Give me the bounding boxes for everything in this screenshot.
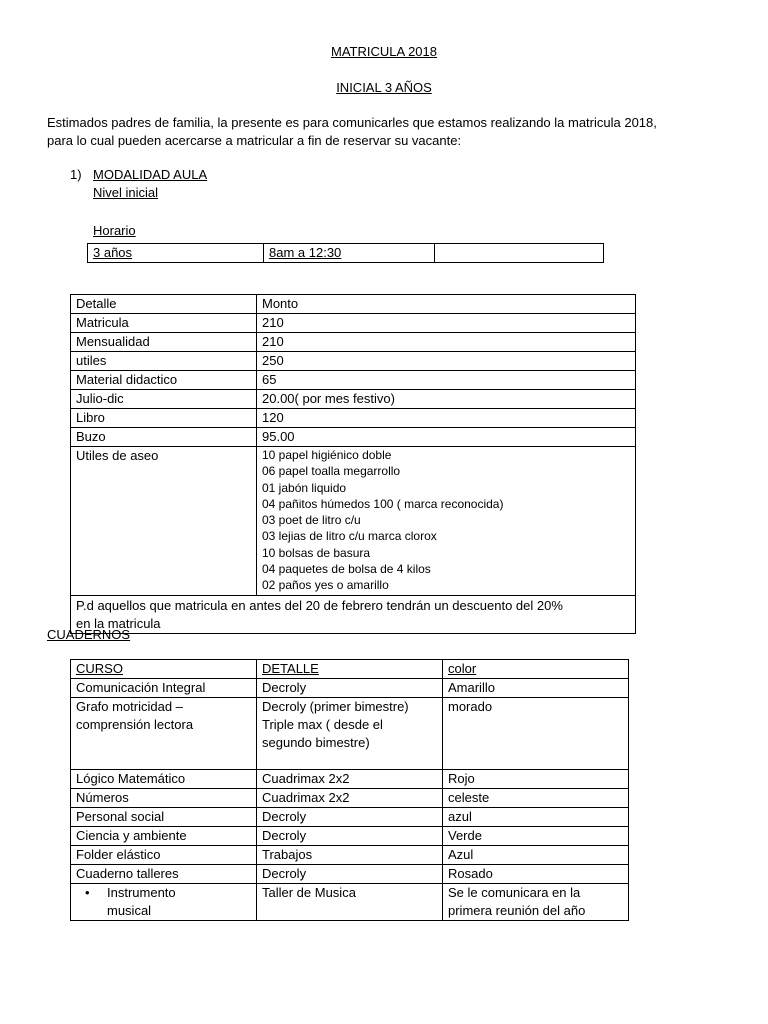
- table-row: [71, 827, 629, 846]
- color-line: Se le comunicara en la: [448, 885, 581, 900]
- table-row: [71, 846, 629, 865]
- table-row: [71, 808, 629, 827]
- note-row: [71, 595, 636, 633]
- table-row: [71, 789, 629, 808]
- schedule-time: 8am a 12:30: [264, 244, 435, 263]
- document-subtitle: INICIAL 3 AÑOS: [336, 80, 432, 95]
- course-cell: Lógico Matemático: [71, 770, 257, 789]
- section-level: Nivel inicial: [93, 185, 159, 200]
- fee-detail: utiles: [71, 352, 257, 371]
- detail-cell: Trabajos: [257, 846, 443, 865]
- table-row: [71, 865, 629, 884]
- hygiene-items: [257, 447, 636, 596]
- table-row: [71, 679, 629, 698]
- section-number: 1): [70, 167, 82, 182]
- header-color: color: [443, 660, 629, 679]
- course-multiline: [107, 884, 176, 920]
- color-cell: Verde: [443, 827, 629, 846]
- fee-amount: 120: [257, 409, 636, 428]
- course-cell: Folder elástico: [71, 846, 257, 865]
- detail-line: segundo bimestre): [262, 735, 370, 750]
- table-row: [71, 409, 636, 428]
- fee-amount: 95.00: [257, 428, 636, 447]
- intro-line-2: para lo cual pueden acercarse a matricular a fin de reservar su vacante:: [47, 133, 462, 148]
- color-cell: morado: [443, 698, 629, 770]
- table-row: [71, 770, 629, 789]
- hygiene-row: [71, 447, 636, 596]
- notebooks-table: [70, 659, 629, 921]
- table-row: [71, 371, 636, 390]
- header-course: CURSO: [71, 660, 257, 679]
- fee-detail: Material didactico: [71, 371, 257, 390]
- fee-detail: Matricula: [71, 314, 257, 333]
- color-cell: Rosado: [443, 865, 629, 884]
- color-cell: Rojo: [443, 770, 629, 789]
- list-item: 06 papel toalla megarrollo: [262, 464, 401, 479]
- notebooks-header-row: [71, 660, 629, 679]
- list-item: 04 pañitos húmedos 100 ( marca reconocida): [262, 496, 504, 511]
- table-row: [71, 390, 636, 409]
- list-item: 02 paños yes o amarillo: [262, 578, 389, 593]
- color-cell: [443, 884, 629, 921]
- course-cell: Cuaderno talleres: [71, 865, 257, 884]
- hygiene-label: Utiles de aseo: [71, 447, 257, 596]
- fees-header-detail: Detalle: [71, 295, 257, 314]
- list-item: 01 jabón liquido: [262, 480, 347, 495]
- bullet-icon: •: [85, 885, 90, 900]
- fee-amount: 65: [257, 371, 636, 390]
- color-cell: azul: [443, 808, 629, 827]
- fee-detail: Mensualidad: [71, 333, 257, 352]
- table-row: [88, 244, 604, 263]
- note-line-2: en la matricula: [76, 615, 161, 631]
- document-title: MATRICULA 2018: [331, 44, 437, 59]
- fee-detail: Libro: [71, 409, 257, 428]
- fee-amount: 210: [257, 314, 636, 333]
- detail-cell: Decroly: [257, 808, 443, 827]
- fee-detail: Julio-dic: [71, 390, 257, 409]
- detail-cell: Cuadrimax 2x2: [257, 770, 443, 789]
- schedule-table: [87, 243, 604, 263]
- detail-cell: Decroly: [257, 827, 443, 846]
- course-cell: [71, 884, 257, 921]
- table-row: [71, 428, 636, 447]
- course-cell: Números: [71, 789, 257, 808]
- schedule-age: 3 años: [88, 244, 264, 263]
- course-line: musical: [107, 903, 152, 918]
- list-item: 03 poet de litro c/u: [262, 513, 361, 528]
- list-item: 10 papel higiénico doble: [262, 448, 392, 462]
- fees-header-row: [71, 295, 636, 314]
- table-row: [71, 698, 629, 770]
- color-line: primera reunión del año: [448, 903, 586, 918]
- fees-table: [70, 294, 636, 634]
- course-cell: Comunicación Integral: [71, 679, 257, 698]
- note-line-1: P.d aquellos que matricula en antes del 20 de febrero tendrán un descuento del 20%: [76, 597, 563, 613]
- detail-cell: Taller de Musica: [257, 884, 443, 921]
- color-cell: Azul: [443, 846, 629, 865]
- fee-amount: 250: [257, 352, 636, 371]
- course-cell: [71, 698, 257, 770]
- table-row: [71, 884, 629, 921]
- notebooks-heading: CUADERNOS: [47, 627, 131, 642]
- detail-cell: Decroly: [257, 679, 443, 698]
- course-line: Grafo motricidad –: [76, 699, 183, 714]
- fees-header-amount: Monto: [257, 295, 636, 314]
- course-line: Instrumento: [107, 885, 176, 900]
- header-detail: DETALLE: [257, 660, 443, 679]
- detail-cell: [257, 698, 443, 770]
- fee-amount: 20.00( por mes festivo): [257, 390, 636, 409]
- course-cell: Personal social: [71, 808, 257, 827]
- fee-amount: 210: [257, 333, 636, 352]
- color-cell: Amarillo: [443, 679, 629, 698]
- list-item: 04 paquetes de bolsa de 4 kilos: [262, 562, 431, 577]
- discount-note: [71, 595, 636, 633]
- table-row: [71, 333, 636, 352]
- list-item: 03 lejias de litro c/u marca clorox: [262, 529, 437, 544]
- color-cell: celeste: [443, 789, 629, 808]
- intro-paragraph: [47, 114, 747, 150]
- detail-cell: Cuadrimax 2x2: [257, 789, 443, 808]
- table-row: [71, 314, 636, 333]
- detail-line: Decroly (primer bimestre): [262, 699, 409, 714]
- section-heading: MODALIDAD AULA: [93, 167, 208, 182]
- course-cell: Ciencia y ambiente: [71, 827, 257, 846]
- intro-line-1: Estimados padres de familia, la presente es para comunicarles que estamos realizando la matricula 2018,: [47, 115, 657, 130]
- course-line: comprensión lectora: [76, 717, 194, 732]
- schedule-extra: [435, 244, 604, 263]
- fee-detail: Buzo: [71, 428, 257, 447]
- detail-cell: Decroly: [257, 865, 443, 884]
- detail-line: Triple max ( desde el: [262, 717, 383, 732]
- list-item: 10 bolsas de basura: [262, 545, 371, 560]
- table-row: [71, 352, 636, 371]
- schedule-label: Horario: [93, 223, 136, 238]
